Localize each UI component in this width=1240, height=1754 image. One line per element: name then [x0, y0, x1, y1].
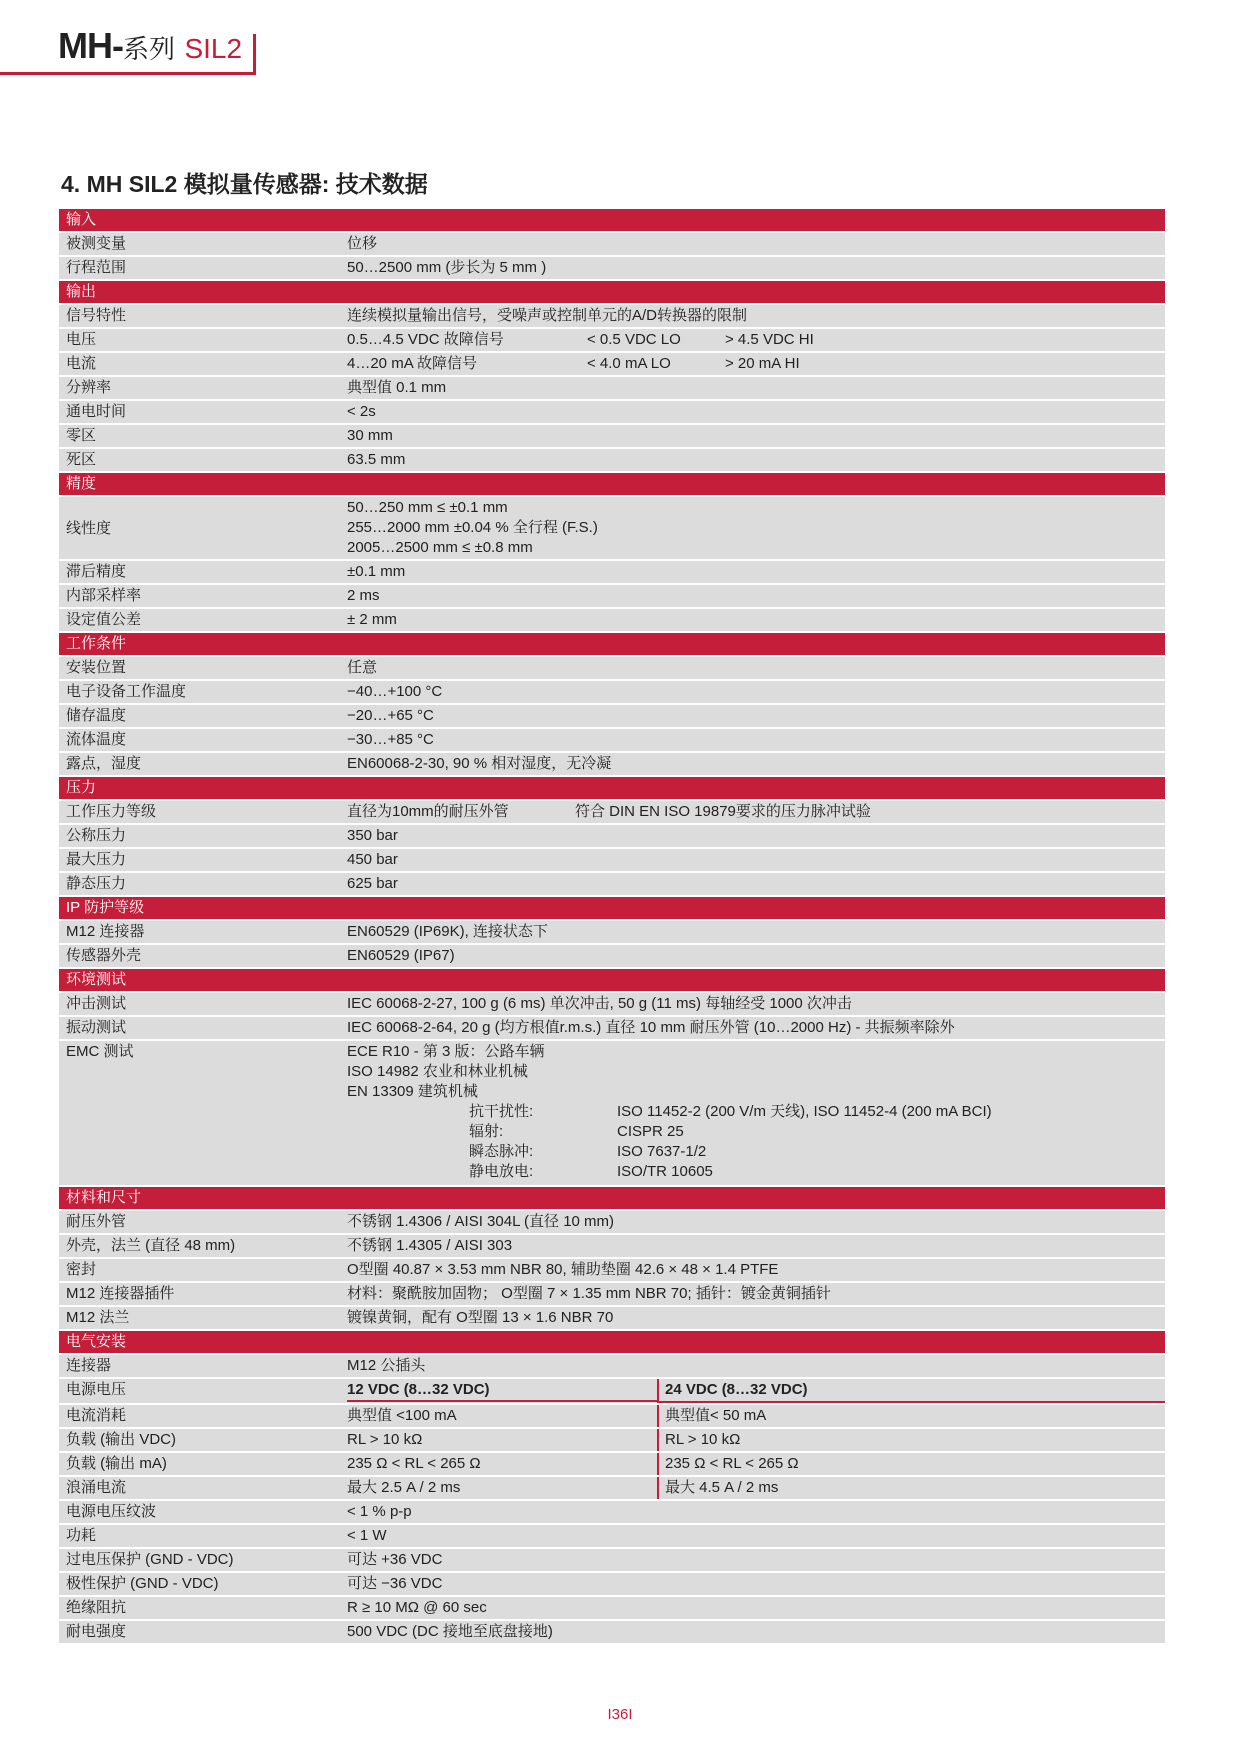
spec-row: 线性度 50…250 mm ≤ ±0.1 mm 255…2000 mm ±0.04 % 全行程 (F.S.) 2005…2500 mm ≤ ±0.8 mm	[59, 497, 1165, 559]
spec-row: 连接器 M12 公插头	[59, 1355, 1165, 1377]
spec-row: 流体温度 −30…+85 °C	[59, 729, 1165, 751]
spec-row: 被测变量 位移	[59, 233, 1165, 255]
spec-row: 工作压力等级 直径为10mm的耐压外管 符合 DIN EN ISO 19879要求的压力脉冲试验	[59, 801, 1165, 823]
category-header: 压力	[59, 777, 1165, 799]
spec-row: 负载 (输出 mA) 235 Ω < RL < 265 Ω 235 Ω < RL < 265 Ω	[59, 1453, 1165, 1475]
spec-row: M12 连接器 EN60529 (IP69K), 连接状态下	[59, 921, 1165, 943]
spec-row: 电源电压纹波 < 1 % p-p	[59, 1501, 1165, 1523]
spec-row: 公称压力 350 bar	[59, 825, 1165, 847]
spec-row: 滞后精度 ±0.1 mm	[59, 561, 1165, 583]
spec-row: 静态压力 625 bar	[59, 873, 1165, 895]
spec-row: 外壳，法兰 (直径 48 mm) 不锈钢 1.4305 / AISI 303	[59, 1235, 1165, 1257]
category-header: 输出	[59, 281, 1165, 303]
category-header: 输入	[59, 209, 1165, 231]
spec-row: 露点，湿度 EN60068-2-30, 90 % 相对湿度，无冷凝	[59, 753, 1165, 775]
spec-row: 死区 63.5 mm	[59, 449, 1165, 471]
category-header: 环境测试	[59, 969, 1165, 991]
spec-row: 绝缘阻抗 R ≥ 10 MΩ @ 60 sec	[59, 1597, 1165, 1619]
spec-table	[59, 209, 1165, 1645]
spec-row: 电流消耗 典型值 <100 mA 典型值< 50 mA	[59, 1405, 1165, 1427]
spec-row: 储存温度 −20…+65 °C	[59, 705, 1165, 727]
page-number: I36I	[607, 1706, 633, 1723]
spec-row: 极性保护 (GND - VDC) 可达 −36 VDC	[59, 1573, 1165, 1595]
category-header: IP 防护等级	[59, 897, 1165, 919]
spec-row: 电流 4…20 mA 故障信号 < 4.0 mA LO > 20 mA HI	[59, 353, 1165, 375]
spec-row: 耐压外管 不锈钢 1.4306 / AISI 304L (直径 10 mm)	[59, 1211, 1165, 1233]
category-header: 精度	[59, 473, 1165, 495]
spec-row: 安装位置 任意	[59, 657, 1165, 679]
spec-row: 功耗 < 1 W	[59, 1525, 1165, 1547]
spec-row: 负载 (输出 VDC) RL > 10 kΩ RL > 10 kΩ	[59, 1429, 1165, 1451]
spec-row: 浪涌电流 最大 2.5 A / 2 ms 最大 4.5 A / 2 ms	[59, 1477, 1165, 1499]
spec-row: EMC 测试 ECE R10 - 第 3 版：公路车辆 ISO 14982 农业和林业机械 EN 13309 建筑机械 抗干扰性: ISO 11452-2 (200 V/m 天线), ISO 11452-4 (200 mA BCI) 辐射: CISPR 25 瞬态脉冲: ISO 7637-1/2 静电放电: ISO/TR 10605	[59, 1041, 1165, 1185]
spec-row: 传感器外壳 EN60529 (IP67)	[59, 945, 1165, 967]
spec-row: M12 法兰 镀镍黄铜，配有 O型圈 13 × 1.6 NBR 70	[59, 1307, 1165, 1329]
category-header: 材料和尺寸	[59, 1187, 1165, 1209]
spec-row: 信号特性 连续模拟量输出信号，受噪声或控制单元的A/D转换器的限制	[59, 305, 1165, 327]
spec-row: 通电时间 < 2s	[59, 401, 1165, 423]
header-rule	[0, 72, 255, 75]
spec-row: 冲击测试 IEC 60068-2-27, 100 g (6 ms) 单次冲击, 50 g (11 ms) 每轴经受 1000 次冲击	[59, 993, 1165, 1015]
spec-row: 电子设备工作温度 −40…+100 °C	[59, 681, 1165, 703]
spec-row: 内部采样率 2 ms	[59, 585, 1165, 607]
spec-row: 电压 0.5…4.5 VDC 故障信号 < 0.5 VDC LO > 4.5 VDC HI	[59, 329, 1165, 351]
spec-row: 耐电强度 500 VDC (DC 接地至底盘接地)	[59, 1621, 1165, 1643]
page-header	[0, 0, 260, 78]
category-header: 电气安装	[59, 1331, 1165, 1353]
spec-row: 振动测试 IEC 60068-2-64, 20 g (均方根值r.m.s.) 直径 10 mm 耐压外管 (10…2000 Hz) - 共振频率除外	[59, 1017, 1165, 1039]
spec-row: 行程范围 50…2500 mm (步长为 5 mm )	[59, 257, 1165, 279]
spec-row: 分辨率 典型值 0.1 mm	[59, 377, 1165, 399]
spec-row: 密封 O型圈 40.87 × 3.53 mm NBR 80, 辅助垫圈 42.6 × 48 × 1.4 PTFE	[59, 1259, 1165, 1281]
spec-row: 过电压保护 (GND - VDC) 可达 +36 VDC	[59, 1549, 1165, 1571]
header-vertical-rule	[253, 34, 256, 75]
spec-row: M12 连接器插件 材料：聚酰胺加固物； O型圈 7 × 1.35 mm NBR 70; 插针：镀金黄铜插针	[59, 1283, 1165, 1305]
spec-row: 设定值公差 ± 2 mm	[59, 609, 1165, 631]
spec-row: 最大压力 450 bar	[59, 849, 1165, 871]
category-header: 工作条件	[59, 633, 1165, 655]
section-title: 4. MH SIL2 模拟量传感器: 技术数据	[61, 171, 428, 197]
header-title: MH-系列 SIL2	[58, 25, 243, 66]
spec-row: 零区 30 mm	[59, 425, 1165, 447]
spec-row: 电源电压 12 VDC (8…32 VDC) 24 VDC (8…32 VDC)	[59, 1379, 1165, 1403]
